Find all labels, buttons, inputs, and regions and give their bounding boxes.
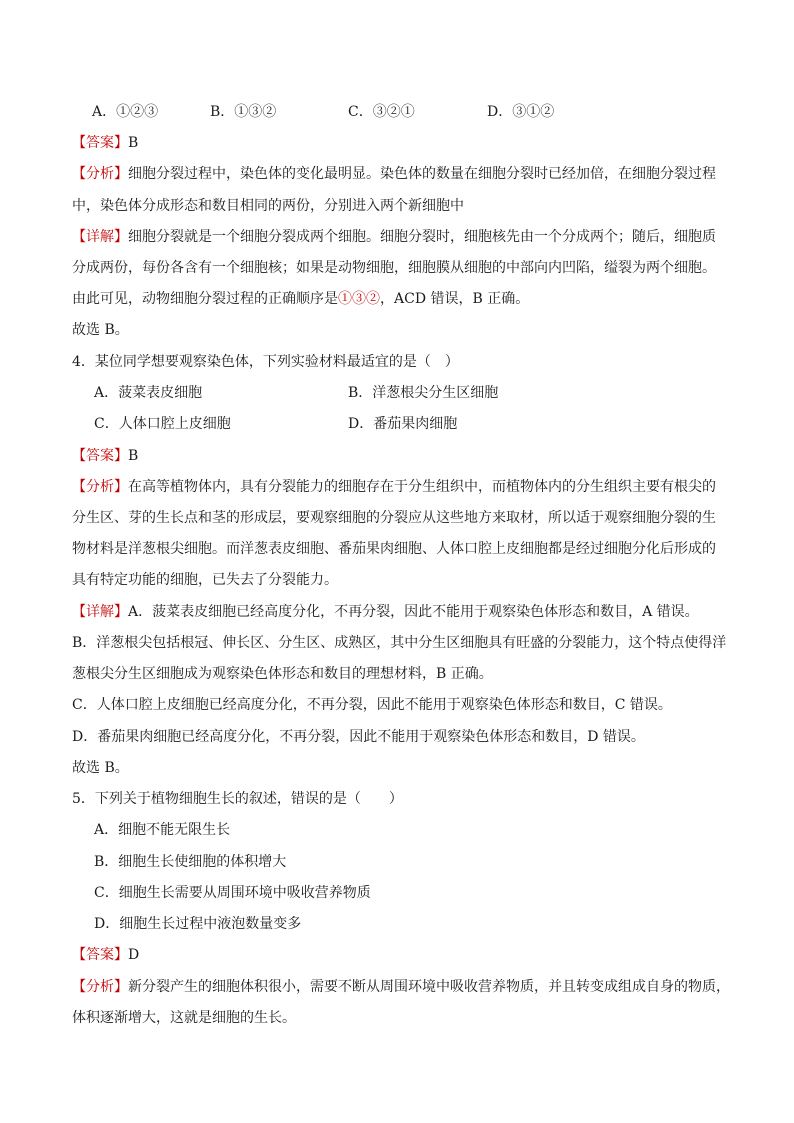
- q4-detail-line-2: B．洋葱根尖包括根冠、伸长区、分生区、成熟区，其中分生区细胞具有旺盛的分裂能力，这个特点使得洋: [72, 635, 727, 651]
- q4-detail-line-4: C．人体口腔上皮细胞已经高度分化，不再分裂，因此不能用于观察染色体形态和数目，C 错误。: [72, 697, 672, 713]
- q3-detail-sequence: ①③②: [338, 291, 380, 307]
- q5-answer-line: [72, 945, 139, 965]
- q5-analysis-line-1: [72, 977, 730, 997]
- q5-answer: D: [128, 947, 140, 963]
- q4-analysis-line-2: 分生区、芽的生长点和茎的形成层，要观察细胞的分裂应从这些地方来取材，所以适于观察细胞分裂的生: [72, 510, 716, 526]
- q5-option-d: D．细胞生长过程中液泡数量变多: [94, 916, 302, 932]
- q3-answer-line: [72, 133, 138, 153]
- q5-analysis-text-1: 新分裂产生的细胞体积很小，需要不断从周围环境中吸收营养物质，并且转变成组成自身的物质，: [128, 979, 730, 995]
- q5-option-b: B．细胞生长使细胞的体积增大: [94, 854, 287, 870]
- analysis-tag: 【分析】: [72, 979, 128, 995]
- answer-tag: 【答案】: [72, 135, 128, 151]
- q4-option-c: C．人体口腔上皮细胞: [94, 416, 231, 432]
- q3-analysis-text-1: 细胞分裂过程中，染色体的变化最明显。染色体的数量在细胞分裂时已经加倍，在细胞分裂过程: [128, 166, 716, 182]
- q3-option-c: C．③②①: [348, 104, 415, 120]
- q4-analysis-line-1: [72, 477, 716, 497]
- detail-tag: 【详解】: [72, 229, 128, 245]
- q4-analysis-line-4: 具有特定功能的细胞，已失去了分裂能力。: [72, 572, 338, 588]
- q5-analysis-line-2: 体积逐渐增大，这就是细胞的生长。: [72, 1010, 296, 1026]
- q4-option-d: D．番茄果肉细胞: [348, 416, 458, 432]
- detail-tag: 【详解】: [72, 604, 128, 620]
- q4-conclusion: 故选 B。: [72, 760, 129, 776]
- q4-detail-line-3: 葱根尖分生区细胞成为观察染色体形态和数目的理想材料，B 正确。: [72, 666, 493, 682]
- q5-option-a: A．细胞不能无限生长: [94, 822, 231, 838]
- q3-detail-line-2: 分成两份，每份各含有一个细胞核；如果是动物细胞，细胞膜从细胞的中部向内凹陷，缢裂为两个细胞。: [72, 260, 716, 276]
- q4-detail-text-1: A．菠菜表皮细胞已经高度分化，不再分裂，因此不能用于观察染色体形态和数目，A 错误。: [128, 604, 699, 620]
- q4-stem: 4．某位同学想要观察染色体，下列实验材料最适宜的是（ ）: [72, 354, 459, 370]
- q3-analysis-line-2: 中，染色体分成形态和数目相同的两份，分别进入两个新细胞中: [72, 198, 464, 214]
- q5-stem: 5．下列关于植物细胞生长的叙述，错误的是（ ）: [72, 791, 403, 807]
- q4-option-b: B．洋葱根尖分生区细胞: [348, 385, 499, 401]
- q4-analysis-text-1: 在高等植物体内，具有分裂能力的细胞存在于分生组织中，而植物体内的分生组织主要有根尖的: [128, 479, 716, 495]
- q4-detail-line-5: D．番茄果肉细胞已经高度分化，不再分裂，因此不能用于观察染色体形态和数目，D 错误。: [72, 729, 645, 745]
- q5-option-c: C．细胞生长需要从周围环境中吸收营养物质: [94, 885, 371, 901]
- q4-detail-line-1: [72, 602, 699, 622]
- analysis-tag: 【分析】: [72, 166, 128, 182]
- q3-conclusion: 故选 B。: [72, 322, 129, 338]
- answer-tag: 【答案】: [72, 448, 128, 464]
- q3-option-b: B．①③②: [210, 104, 277, 120]
- q4-analysis-line-3: 物材料是洋葱根尖细胞。而洋葱表皮细胞、番茄果肉细胞、人体口腔上皮细胞都是经过细胞分化后形成的: [72, 541, 716, 557]
- q3-option-a: A．①②③: [92, 104, 159, 120]
- q4-option-a: A．菠菜表皮细胞: [94, 385, 203, 401]
- analysis-tag: 【分析】: [72, 479, 128, 495]
- q3-detail-line-3: [72, 289, 529, 309]
- q4-answer: B: [128, 448, 139, 464]
- q3-detail-text-1: 细胞分裂就是一个细胞分裂成两个细胞。细胞分裂时，细胞核先由一个分成两个；随后，细胞质: [128, 229, 716, 245]
- answer-tag: 【答案】: [72, 947, 128, 963]
- q3-detail-l3-post: ，ACD 错误，B 正确。: [380, 291, 530, 307]
- q3-detail-l3-pre: 由此可见，动物细胞分裂过程的正确顺序是: [72, 291, 338, 307]
- q3-option-d: D．③①②: [487, 104, 555, 120]
- q4-answer-line: [72, 446, 138, 466]
- q3-answer: B: [128, 135, 139, 151]
- q3-detail-line-1: [72, 227, 716, 247]
- q3-analysis-line-1: [72, 164, 716, 184]
